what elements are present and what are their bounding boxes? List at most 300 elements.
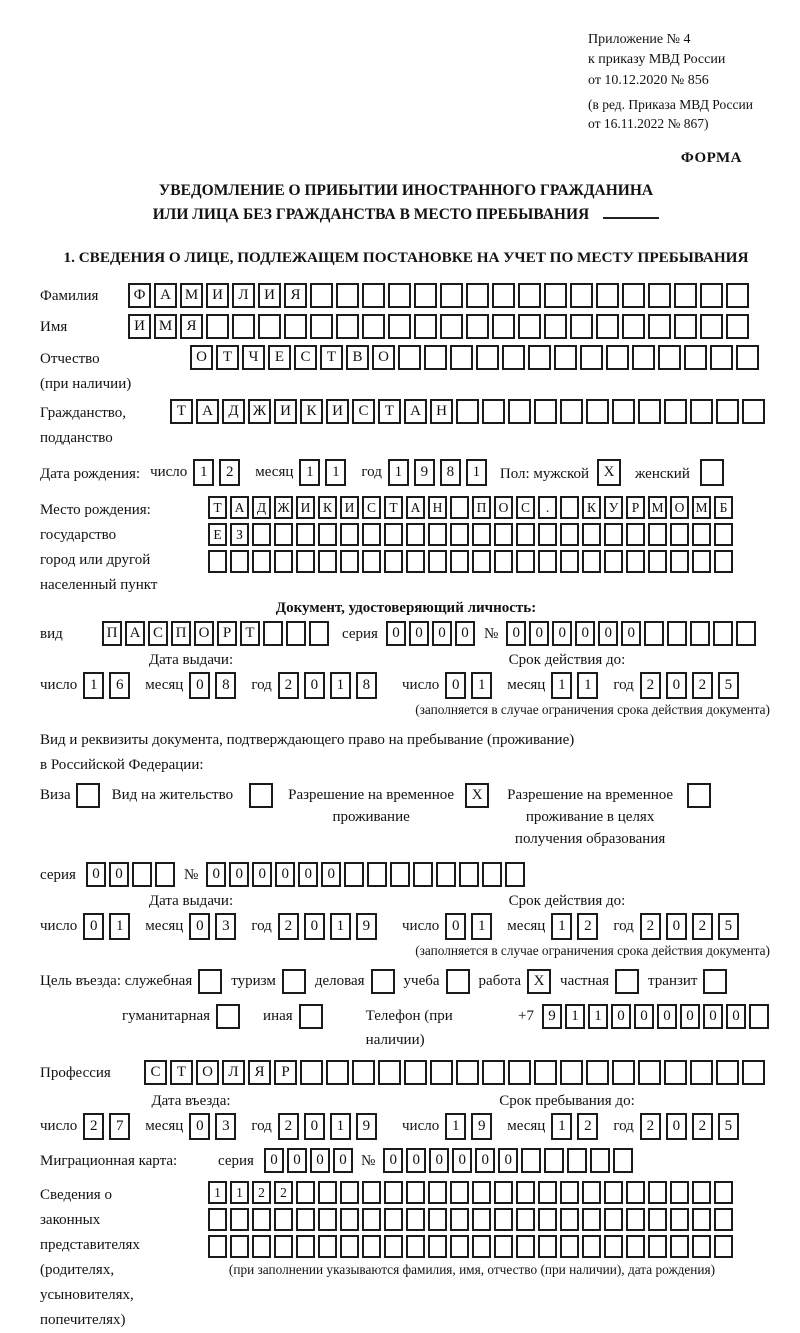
date-char-box: 9: [356, 913, 377, 940]
char-box: [670, 550, 689, 573]
char-box: [274, 550, 293, 573]
char-box: [534, 1060, 557, 1085]
char-box: И: [206, 283, 229, 308]
char-box: [567, 1148, 587, 1173]
purpose-private-checkbox: [615, 969, 639, 994]
migration-card-number-boxes: [383, 1148, 636, 1173]
gender-female-label: женский: [635, 465, 690, 482]
form-title: [40, 179, 772, 227]
char-box: 0: [452, 1148, 472, 1173]
char-box: Е: [268, 345, 291, 370]
char-box: Т: [378, 399, 401, 424]
date-char-box: 2: [692, 913, 713, 940]
char-box: [296, 1181, 315, 1204]
char-box: С: [362, 496, 381, 519]
residence-expiry-heading: Срок действия до:: [508, 892, 626, 909]
purpose-work-checkbox: X: [527, 969, 551, 994]
purpose-humanitarian: гуманитарная: [122, 1004, 240, 1029]
char-box: [613, 1148, 633, 1173]
char-box: [690, 399, 713, 424]
char-box: О: [670, 496, 689, 519]
date-char-box: 1: [193, 459, 214, 486]
char-box: К: [318, 496, 337, 519]
gender-male-label: Пол: мужской: [499, 465, 590, 482]
char-box: Б: [714, 496, 733, 519]
char-box: [310, 283, 333, 308]
char-box: [414, 314, 437, 339]
purpose-humanitarian-checkbox: [216, 1004, 240, 1029]
char-box: [582, 550, 601, 573]
legal-reps-rows: [208, 1181, 736, 1278]
char-box: С: [148, 621, 168, 646]
char-box: 0: [455, 621, 475, 646]
date-part-label: число: [402, 1117, 440, 1134]
date-part-boxes: [551, 672, 603, 699]
char-box: И: [258, 283, 281, 308]
char-box: [450, 1208, 469, 1231]
char-box: [482, 399, 505, 424]
char-box: [714, 523, 733, 546]
char-box: [384, 550, 403, 573]
char-box: 0: [383, 1148, 403, 1173]
char-box: Я: [248, 1060, 271, 1085]
profession-label: Профессия: [40, 1064, 111, 1081]
identity-doc-number-boxes: [506, 621, 759, 646]
identity-doc-heading: Документ, удостоверяющий личность:: [275, 599, 537, 616]
char-box: [700, 283, 723, 308]
char-box: [648, 314, 671, 339]
residence-doc-intro: [40, 728, 772, 779]
char-box: Т: [208, 496, 227, 519]
patronymic-boxes: [190, 345, 762, 370]
char-box: [398, 345, 421, 370]
char-box: [466, 283, 489, 308]
char-box: [406, 1235, 425, 1258]
char-box: [560, 1060, 583, 1085]
identity-doc-series-label: серия: [342, 625, 378, 642]
option-temporary-residence: [285, 783, 489, 828]
char-box: 0: [109, 862, 129, 887]
char-box: [648, 523, 667, 546]
identity-doc-kind-label: вид: [40, 625, 63, 642]
char-box: Л: [232, 283, 255, 308]
char-box: [538, 1208, 557, 1231]
char-box: А: [196, 399, 219, 424]
char-box: [378, 1060, 401, 1085]
char-box: И: [340, 496, 359, 519]
char-box: 1: [208, 1181, 227, 1204]
date-char-box: 9: [471, 1113, 492, 1140]
char-box: [472, 1235, 491, 1258]
purpose-row-2: [122, 1004, 772, 1052]
form-title-line2: ИЛИ ЛИЦА БЕЗ ГРАЖДАНСТВА В МЕСТО ПРЕБЫВАНИЯ: [40, 203, 772, 227]
profession-row: [40, 1060, 772, 1085]
char-box: [472, 1208, 491, 1231]
char-box: [518, 283, 541, 308]
birth-place-label: Место рождения: государство город или другой населенный пункт: [40, 501, 158, 593]
date-part-label: месяц: [507, 1117, 546, 1134]
birth-place-rows: [208, 496, 736, 577]
char-box: [648, 1208, 667, 1231]
birth-date-boxes: [150, 459, 492, 486]
given-name-row: [40, 314, 772, 339]
patronymic-label: Отчество (при наличии): [40, 350, 132, 392]
purpose-official-checkbox: [198, 969, 222, 994]
char-box: [538, 1235, 557, 1258]
date-char-box: 2: [577, 913, 598, 940]
char-box: [560, 550, 579, 573]
identity-expiry-col: [402, 652, 772, 699]
char-box: М: [692, 496, 711, 519]
identity-doc-kind-boxes: [102, 621, 332, 646]
char-box: 0: [287, 1148, 307, 1173]
char-box: М: [154, 314, 177, 339]
profession-boxes: [144, 1060, 768, 1085]
char-box: [318, 523, 337, 546]
residence-doc-intro-line2: в Российской Федерации:: [40, 757, 204, 774]
date-char-box: 2: [640, 672, 661, 699]
identity-expiry-boxes: [402, 672, 744, 699]
char-box: [714, 550, 733, 573]
char-box: [494, 550, 513, 573]
char-box: [340, 550, 359, 573]
char-box: [604, 1235, 623, 1258]
legal-reps-block: [40, 1181, 772, 1333]
char-box: 0: [429, 1148, 449, 1173]
date-char-box: 0: [304, 672, 325, 699]
char-box: [622, 283, 645, 308]
char-box: [296, 1235, 315, 1258]
date-part-boxes: [640, 1113, 744, 1140]
residence-doc-dates: [40, 893, 772, 940]
char-box: [505, 862, 525, 887]
char-box: 1: [588, 1004, 608, 1029]
char-box: Т: [170, 399, 193, 424]
char-box: [713, 621, 733, 646]
char-box: 0: [206, 862, 226, 887]
char-box: [430, 1060, 453, 1085]
char-box: [440, 314, 463, 339]
char-box: У: [604, 496, 623, 519]
char-box: [352, 1060, 375, 1085]
date-part-boxes: [83, 672, 135, 699]
date-char-box: 2: [83, 1113, 104, 1140]
date-part-label: месяц: [145, 917, 184, 934]
migration-card-series-label: серия: [218, 1152, 254, 1169]
char-box: [714, 1181, 733, 1204]
char-box: [544, 283, 567, 308]
char-box: Ж: [248, 399, 271, 424]
purpose-private: частная: [560, 969, 639, 994]
char-box: 0: [552, 621, 572, 646]
visa-checkbox: [76, 783, 100, 808]
date-part-boxes: [193, 459, 245, 486]
char-box: [690, 1060, 713, 1085]
char-box: [206, 314, 229, 339]
date-part-label: месяц: [507, 917, 546, 934]
char-box: [252, 550, 271, 573]
stay-until-col: [402, 1093, 772, 1140]
char-box: [580, 345, 603, 370]
char-box: [406, 1208, 425, 1231]
char-box: [390, 862, 410, 887]
char-box: [516, 1235, 535, 1258]
date-part-boxes: [83, 913, 135, 940]
char-box: [274, 1208, 293, 1231]
char-box: [648, 1235, 667, 1258]
char-box: А: [154, 283, 177, 308]
date-char-box: 1: [551, 913, 572, 940]
char-box: [436, 862, 456, 887]
char-box: [450, 1181, 469, 1204]
char-box: [428, 1181, 447, 1204]
char-box: [726, 283, 749, 308]
char-box: [155, 862, 175, 887]
legal-reps-row1-boxes: [208, 1181, 736, 1204]
identity-doc-dates: [40, 652, 772, 699]
date-char-box: 1: [330, 913, 351, 940]
char-box: 0: [611, 1004, 631, 1029]
date-char-box: 6: [109, 672, 130, 699]
date-char-box: 0: [189, 913, 210, 940]
char-box: 0: [529, 621, 549, 646]
char-box: [596, 314, 619, 339]
date-char-box: 0: [304, 913, 325, 940]
residence-doc-number-label: №: [183, 866, 199, 883]
char-box: [252, 1235, 271, 1258]
char-box: [263, 621, 283, 646]
residence-expiry-boxes: [402, 913, 744, 940]
char-box: 0: [386, 621, 406, 646]
char-box: Д: [222, 399, 245, 424]
legal-reps-row2-boxes: [208, 1208, 736, 1231]
char-box: Н: [428, 496, 447, 519]
residence-issue-col: [40, 893, 402, 940]
char-box: .: [538, 496, 557, 519]
char-box: [606, 345, 629, 370]
char-box: Р: [217, 621, 237, 646]
char-box: [258, 314, 281, 339]
char-box: [230, 1235, 249, 1258]
char-box: С: [144, 1060, 167, 1085]
char-box: [664, 399, 687, 424]
date-part-label: число: [150, 463, 188, 480]
char-box: [626, 523, 645, 546]
purpose-tourism: туризм: [231, 969, 306, 994]
char-box: [626, 550, 645, 573]
birth-date-row: [40, 459, 772, 488]
char-box: [612, 1060, 635, 1085]
char-box: Т: [320, 345, 343, 370]
char-box: А: [230, 496, 249, 519]
identity-doc-series-boxes: [386, 621, 478, 646]
char-box: [570, 314, 593, 339]
birth-place-block: [40, 496, 772, 598]
legal-reps-row3-boxes: [208, 1235, 736, 1258]
char-box: [538, 1181, 557, 1204]
char-box: [424, 345, 447, 370]
entry-date-boxes: [40, 1113, 382, 1140]
char-box: Д: [252, 496, 271, 519]
char-box: [318, 1235, 337, 1258]
char-box: [590, 1148, 610, 1173]
char-box: [716, 1060, 739, 1085]
gender-female-checkbox: [700, 459, 724, 486]
char-box: [667, 621, 687, 646]
char-box: [582, 1235, 601, 1258]
char-box: [296, 1208, 315, 1231]
char-box: [384, 1181, 403, 1204]
entry-date-col: [40, 1093, 402, 1140]
char-box: [560, 399, 583, 424]
char-box: [362, 314, 385, 339]
char-box: [413, 862, 433, 887]
date-char-box: 9: [356, 1113, 377, 1140]
char-box: [538, 550, 557, 573]
char-box: С: [294, 345, 317, 370]
purpose-label: Цель въезда: служебная: [40, 972, 193, 989]
char-box: 0: [726, 1004, 746, 1029]
residence-permit-checkbox: [249, 783, 273, 808]
phone-prefix: +7: [518, 1007, 534, 1024]
char-box: [502, 345, 525, 370]
char-box: 0: [310, 1148, 330, 1173]
identity-expiry-heading: Срок действия до:: [508, 651, 626, 668]
char-box: [466, 314, 489, 339]
char-box: С: [352, 399, 375, 424]
date-char-box: 2: [640, 913, 661, 940]
char-box: [284, 314, 307, 339]
purpose-study-checkbox: [446, 969, 470, 994]
date-part-label: месяц: [145, 1117, 184, 1134]
char-box: 0: [86, 862, 106, 887]
date-char-box: 1: [551, 672, 572, 699]
date-part-boxes: [640, 672, 744, 699]
date-char-box: 5: [718, 913, 739, 940]
char-box: [596, 283, 619, 308]
temporary-residence-checkbox: X: [465, 783, 489, 808]
identity-doc-number-label: №: [483, 625, 499, 642]
birth-place-row3-boxes: [208, 550, 736, 573]
char-box: [450, 523, 469, 546]
char-box: [521, 1148, 541, 1173]
char-box: З: [230, 523, 249, 546]
char-box: М: [648, 496, 667, 519]
revision-reference: (в ред. Приказа МВД России от 16.11.2022 № 867): [588, 96, 753, 131]
char-box: [492, 314, 515, 339]
char-box: 0: [229, 862, 249, 887]
char-box: [318, 550, 337, 573]
char-box: 0: [333, 1148, 353, 1173]
char-box: О: [196, 1060, 219, 1085]
char-box: [362, 1235, 381, 1258]
char-box: [286, 621, 306, 646]
date-char-box: 0: [189, 1113, 210, 1140]
char-box: [384, 1208, 403, 1231]
char-box: О: [194, 621, 214, 646]
date-char-box: 2: [692, 1113, 713, 1140]
temporary-residence-label: Разрешение на временное проживание: [288, 786, 455, 825]
char-box: Т: [216, 345, 239, 370]
char-box: [482, 862, 502, 887]
phone-boxes: [542, 1004, 772, 1029]
char-box: А: [404, 399, 427, 424]
char-box: [340, 523, 359, 546]
char-box: [528, 345, 551, 370]
char-box: [560, 1235, 579, 1258]
purpose-transit: транзит: [648, 969, 727, 994]
date-char-box: 1: [388, 459, 409, 486]
date-char-box: 1: [330, 672, 351, 699]
char-box: [492, 283, 515, 308]
char-box: [544, 1148, 564, 1173]
char-box: 0: [298, 862, 318, 887]
char-box: [309, 621, 329, 646]
char-box: [336, 314, 359, 339]
char-box: Я: [180, 314, 203, 339]
char-box: [604, 523, 623, 546]
section1-heading: 1. СВЕДЕНИЯ О ЛИЦЕ, ПОДЛЕЖАЩЕМ ПОСТАНОВКЕ НА УЧЕТ ПО МЕСТУ ПРЕБЫВАНИЯ: [63, 248, 749, 266]
residence-doc-series-row: [40, 862, 772, 887]
char-box: [586, 399, 609, 424]
char-box: [560, 1208, 579, 1231]
char-box: 2: [274, 1181, 293, 1204]
migration-card-label: Миграционная карта:: [40, 1152, 178, 1169]
char-box: 0: [432, 621, 452, 646]
date-char-box: 1: [466, 459, 487, 486]
date-part-label: месяц: [145, 676, 184, 693]
char-box: [544, 314, 567, 339]
char-box: П: [472, 496, 491, 519]
birth-place-row2-boxes: [208, 523, 736, 546]
char-box: [472, 550, 491, 573]
char-box: [582, 1208, 601, 1231]
char-box: [362, 550, 381, 573]
form-title-line1: УВЕДОМЛЕНИЕ О ПРИБЫТИИ ИНОСТРАННОГО ГРАЖДАНИНА: [158, 181, 654, 199]
char-box: [428, 1235, 447, 1258]
char-box: [742, 399, 765, 424]
char-box: 9: [542, 1004, 562, 1029]
char-box: [692, 1208, 711, 1231]
char-box: О: [494, 496, 513, 519]
char-box: [384, 1235, 403, 1258]
date-char-box: 2: [278, 672, 299, 699]
char-box: [362, 1181, 381, 1204]
date-char-box: 8: [356, 672, 377, 699]
char-box: [508, 1060, 531, 1085]
char-box: 0: [409, 621, 429, 646]
birth-date-label: Дата рождения:: [40, 465, 141, 482]
surname-label: Фамилия: [40, 287, 99, 304]
purpose-transit-checkbox: [703, 969, 727, 994]
char-box: [749, 1004, 769, 1029]
date-char-box: 0: [666, 672, 687, 699]
identity-issue-heading: Дата выдачи:: [148, 651, 234, 668]
date-part-label: месяц: [507, 676, 546, 693]
char-box: [230, 550, 249, 573]
char-box: К: [582, 496, 601, 519]
date-char-box: 0: [445, 913, 466, 940]
char-box: [406, 1181, 425, 1204]
char-box: 0: [264, 1148, 284, 1173]
char-box: [344, 862, 364, 887]
identity-issue-boxes: [40, 672, 382, 699]
residence-doc-options: [40, 783, 772, 850]
char-box: [538, 523, 557, 546]
date-part-boxes: [278, 672, 382, 699]
char-box: [296, 550, 315, 573]
date-part-boxes: [299, 459, 351, 486]
